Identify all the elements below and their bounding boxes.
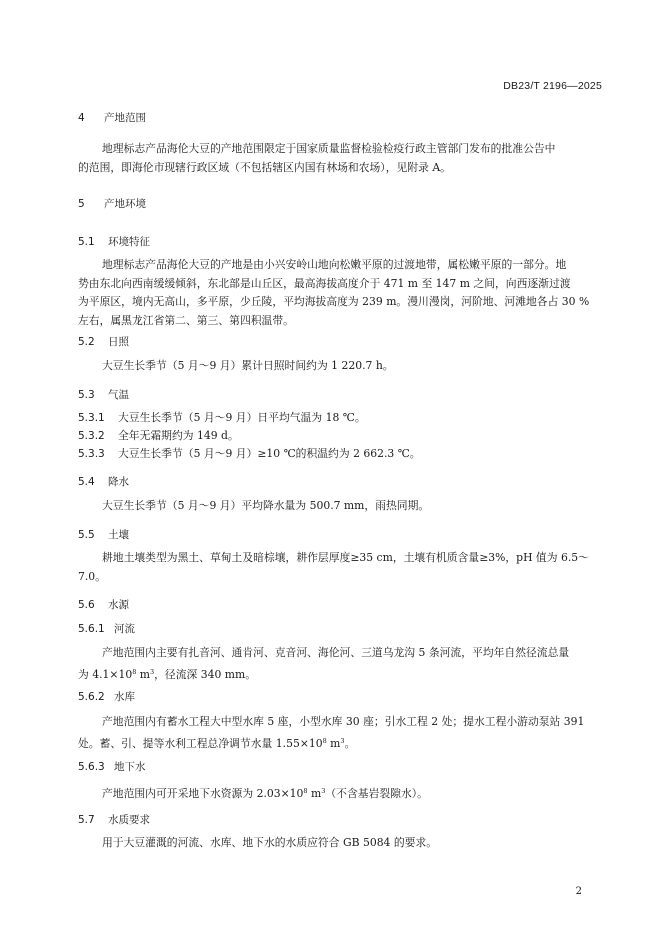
text-line: 处。蓄、引、提等水利工程总净调节水量 $1.55\times 10^8$ $m^3$。: [78, 736, 356, 750]
section-number: 5: [78, 198, 85, 210]
text-line: 地理标志产品海伦大豆的产地范围限定于国家质量监督检验检疫行政主管部门发布的批准公告中: [102, 142, 556, 155]
section-number: 5.1: [78, 236, 95, 248]
subitem-5-3-3: 5.3.3 大豆生长季节（5 月～9 月）≥10 ℃的积温约为 2 662.3 ℃。: [78, 447, 421, 460]
section-heading-5-6-1: [78, 621, 135, 636]
section-number: 5.4: [78, 476, 95, 488]
section-title: 降水: [108, 476, 129, 488]
section-number: 5.6.2: [78, 691, 105, 703]
paragraph-5-5: [78, 549, 600, 586]
section-number: 5.5: [78, 529, 95, 541]
text-line: 为平原区，境内无高山，多平原，少丘陵，平均海拔高度为 239 m。漫川漫岗，河阶地、河滩地各占 30 %: [78, 295, 590, 308]
section-title: 河流: [114, 623, 135, 635]
text-line: 地理标志产品海伦大豆的产地是由小兴安岭山地向松嫩平原的过渡地带，属松嫩平原的一部分。地: [102, 258, 567, 271]
section-title: 日照: [108, 336, 129, 348]
text-line: 左右，属黑龙江省第二、第三、第四积温带。: [78, 313, 294, 327]
section-title: 水质要求: [108, 814, 150, 826]
section-heading-5-6-2: [78, 689, 135, 704]
section-heading-5-2: [78, 334, 129, 349]
section-title: 土壤: [108, 529, 129, 541]
section-title: 产地环境: [104, 198, 146, 210]
section-number: 5.7: [78, 814, 95, 826]
section-heading-5-3: [78, 387, 129, 402]
document-code: DB23/T 2196—2025: [503, 80, 602, 92]
paragraph-5-6-3: [78, 782, 600, 804]
text-line: 为 $4.1\times 10^8$ $m^3$，径流深 340 mm。: [78, 667, 257, 681]
paragraph-5-1: [78, 256, 600, 330]
text-line: 势由东北向西南缓缓倾斜，东北部是山丘区，最高海拔高度介于 471 m 至 147 m 之间，向西逐渐过渡: [78, 276, 571, 290]
section-title: 水源: [108, 599, 129, 611]
text-line: 用于大豆灌溉的河流、水库、地下水的水质应符合 GB 5084 的要求。: [102, 836, 438, 849]
section-heading-5-6-3: [78, 759, 146, 774]
paragraph-5-6-1: [78, 644, 600, 684]
section-number: 4: [78, 112, 85, 124]
text-line: 的范围，即海伦市现辖行政区域（不包括辖区内国有林场和农场），见附录 A。: [78, 160, 451, 174]
section-heading-5-1: [78, 234, 150, 249]
section-number: 5.6.1: [78, 623, 105, 635]
section-heading-5-6: [78, 597, 129, 612]
text-line: 产地范围内有蓄水工程大中型水库 5 座，小型水库 30 座；引水工程 2 处；提水工程小游动泵站 391: [102, 715, 585, 728]
section-heading-5-7: [78, 812, 150, 827]
section-title: 水库: [114, 691, 135, 703]
paragraph-4: [78, 140, 600, 177]
section-number: 5.6.3: [78, 761, 105, 773]
section-number: 5.6: [78, 599, 95, 611]
text-line: 大豆生长季节（5 月～9 月）累计日照时间约为 1 220.7 h。: [102, 359, 394, 372]
paragraph-5-4: [78, 497, 600, 516]
section-number: 5.2: [78, 336, 95, 348]
section-title: 地下水: [114, 761, 146, 773]
page-number: 2: [575, 886, 582, 897]
section-number: 5.3: [78, 389, 95, 401]
section-title: 产地范围: [104, 112, 146, 124]
paragraph-5-6-2: [78, 713, 600, 753]
text-line: 产地范围内主要有扎音河、通肯河、克音河、海伦河、三道乌龙沟 5 条河流，平均年自然径流总量: [102, 646, 570, 659]
subitem-5-3-1: 5.3.1 大豆生长季节（5 月～9 月）日平均气温为 18 ℃。: [78, 411, 366, 424]
section-heading-5-5: [78, 527, 129, 542]
section-heading-4: [78, 110, 146, 125]
section-heading-5: [78, 196, 146, 211]
section-heading-5-4: [78, 474, 129, 489]
section-title: 气温: [108, 389, 129, 401]
text-line: 7.0。: [78, 569, 106, 583]
paragraph-5-2: [78, 357, 600, 376]
text-line: 大豆生长季节（5 月～9 月）平均降水量为 500.7 mm，雨热同期。: [102, 499, 430, 512]
paragraph-5-7: [78, 834, 600, 853]
subitem-5-3-2: 5.3.2 全年无霜期约为 149 d。: [78, 429, 239, 442]
text-line: 产地范围内可开采地下水资源为 $2.03\times 10^8$ $m^3$（不含基岩裂隙水）。: [102, 787, 428, 800]
section-title: 环境特征: [108, 236, 150, 248]
text-line: 耕地土壤类型为黑土、草甸土及暗棕壤，耕作层厚度≥35 cm，土壤有机质含量≥3%，pH 值为 6.5～: [102, 551, 589, 564]
